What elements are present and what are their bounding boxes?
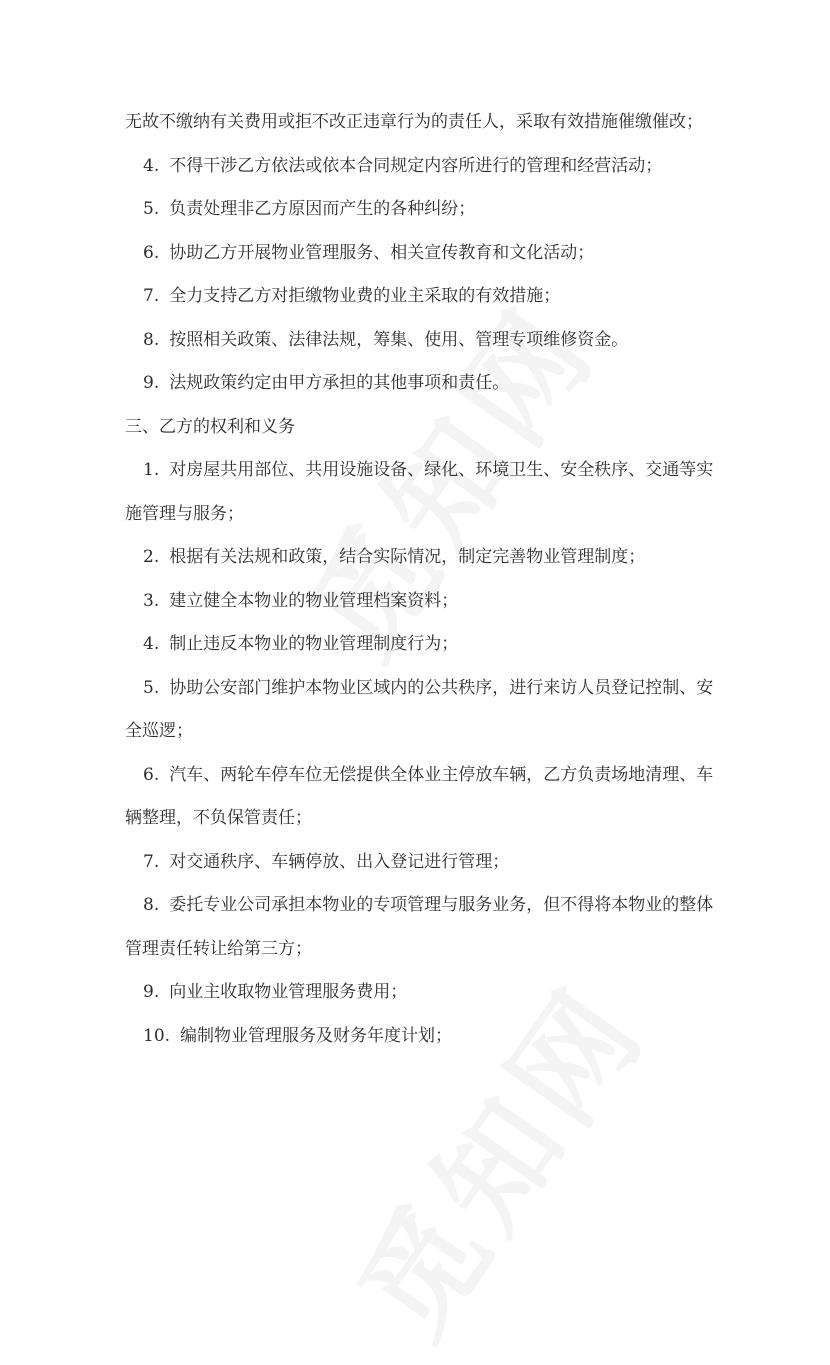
list-item [125,884,725,928]
document-body [125,101,725,1058]
line-text: 协助乙方开展物业管理服务、相关宣传教育和文化活动； [169,242,595,263]
list-item [125,623,725,667]
line-text: 全巡逻； [125,721,193,741]
line-text: 制止违反本物业的物业管理制度行为； [169,634,459,654]
list-item [125,971,725,1015]
list-item [125,145,725,189]
paragraph-line [125,101,725,145]
list-item [125,536,725,580]
line-text: 委托专业公司承担本物业的专项管理与服务业务，但不得将本物业的整体 [169,895,714,915]
list-number: 10. [143,1025,171,1046]
list-number: 5. [143,199,160,219]
paragraph-line [125,928,725,972]
list-number: 2. [143,547,160,567]
list-number: 4. [143,634,160,654]
list-number: 6. [143,764,160,785]
list-number: 3. [143,590,160,611]
line-text: 协助公安部门维护本物业区域内的公共秩序，进行来访人员登记控制、安 [169,677,714,698]
list-item [125,319,725,363]
line-text: 对房屋共用部位、共用设施设备、绿化、环境卫生、安全秩序、交通等实 [169,460,714,480]
line-text: 法规政策约定由甲方承担的其他事项和责任。 [169,373,510,393]
line-text: 负责处理非乙方原因而产生的各种纠纷； [169,199,476,219]
list-number: 1. [143,460,160,480]
list-number: 5. [143,677,160,698]
line-text: 无故不缴纳有关费用或拒不改正违章行为的责任人，采取有效措施催缴催改； [125,112,703,132]
paragraph-line [125,493,725,537]
list-number: 6. [143,242,160,263]
line-text: 建立健全本物业的物业管理档案资料； [169,590,459,611]
line-text: 对交通秩序、车辆停放、出入登记进行管理； [169,851,510,872]
list-number: 9. [143,982,160,1002]
line-text: 三、乙方的权利和义务 [125,416,295,437]
list-number: 7. [143,286,160,306]
list-item [125,362,725,406]
line-text: 汽车、两轮车停车位无偿提供全体业主停放车辆，乙方负责场地清理、车 [169,764,714,785]
line-text: 按照相关政策、法律法规，筹集、使用、管理专项维修资金。 [169,329,629,350]
list-item [125,841,725,885]
paragraph-line [125,710,725,754]
line-text: 向业主收取物业管理服务费用； [169,982,408,1002]
list-item [125,232,725,276]
list-number: 8. [143,329,160,350]
list-number: 7. [143,851,160,872]
paragraph-line [125,797,725,841]
line-text: 全力支持乙方对拒缴物业费的业主采取的有效措施； [169,286,561,306]
list-item [125,580,725,624]
list-item [125,754,725,798]
list-item [125,449,725,493]
line-text: 辆整理，不负保管责任； [125,808,312,828]
paragraph-line [125,406,725,450]
list-item [125,667,725,711]
list-item [125,275,725,319]
list-item [125,188,725,232]
line-text: 施管理与服务； [125,503,244,524]
list-number: 4. [143,155,160,176]
list-number: 8. [143,895,160,915]
line-text: 管理责任转让给第三方； [125,938,312,959]
list-item [125,1015,725,1059]
line-text: 不得干涉乙方依法或依本合同规定内容所进行的管理和经营活动； [169,155,663,176]
line-text: 根据有关法规和政策，结合实际情况，制定完善物业管理制度； [169,547,646,567]
line-text: 编制物业管理服务及财务年度计划； [180,1025,453,1046]
list-number: 9. [143,373,160,393]
